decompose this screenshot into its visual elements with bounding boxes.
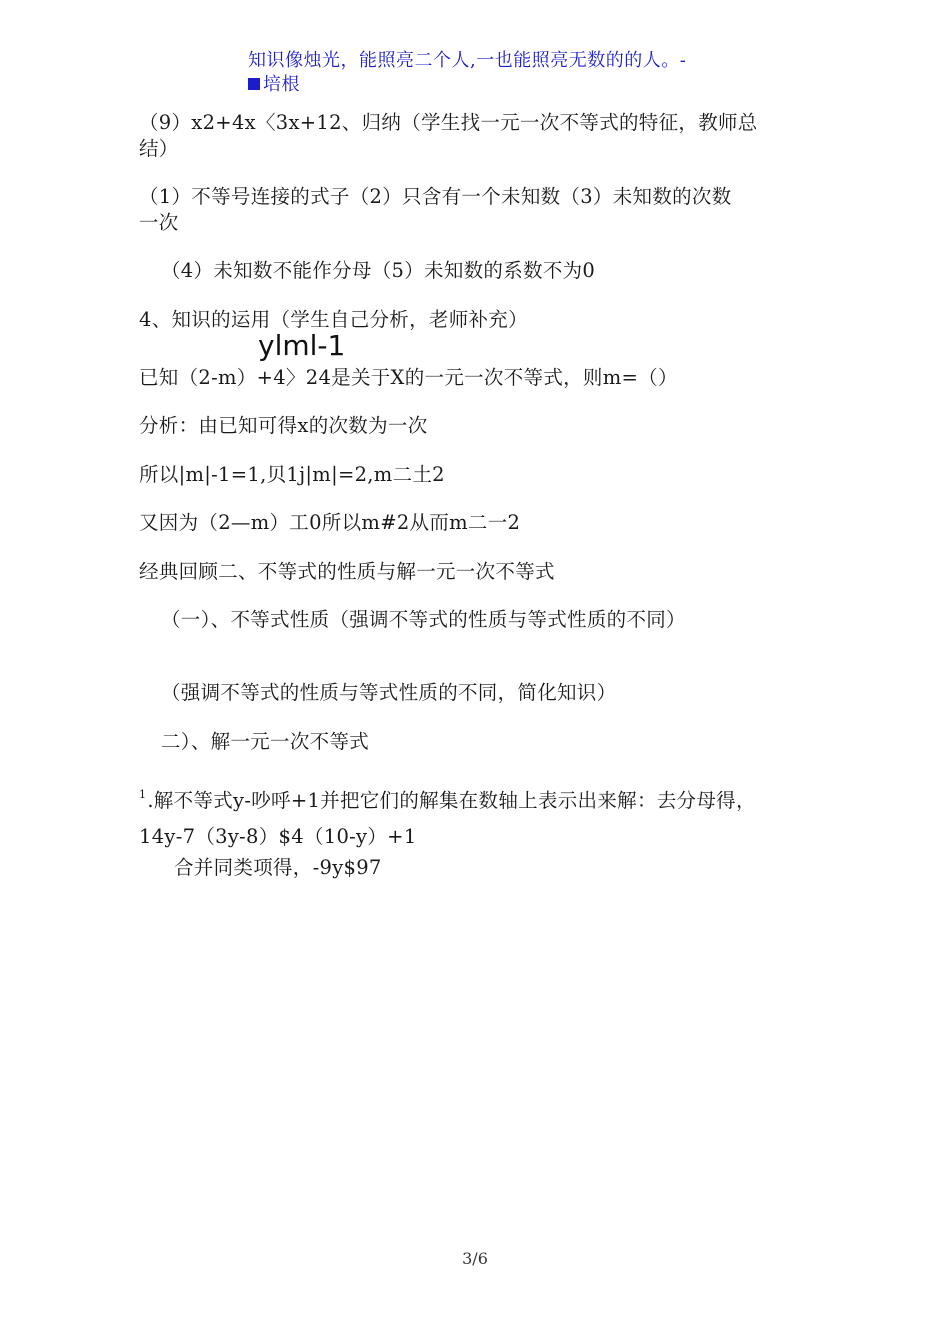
paragraph-line: 所以|m|-1=1,贝1j|m|=2,m二土2 [139,463,445,486]
footnote-number: 1 [139,788,147,801]
paragraph-line: 已知（2-m）+4〉24是关于X的一元一次不等式，则m=（） [139,366,678,389]
paragraph-line: （强调不等式的性质与等式性质的不同，简化知识） [161,681,617,704]
section-heading: 4、知识的运用（学生自己分析，老师补充） [139,308,528,331]
paragraph-line: （9）x2+4x〈3x+12、归纳（学生找一元一次不等式的特征，教师总 [139,111,758,134]
paragraph-line: 又因为（2—m）工0所以m#2从而m二一2 [139,511,521,534]
subsection-heading: 二）、解一元一次不等式 [161,730,370,753]
paragraph-line: 分析：由已知可得x的次数为一次 [139,414,428,437]
square-bullet-icon [248,78,260,90]
paragraph-line: 结） [139,137,179,160]
page-number: 3/6 [462,1249,488,1268]
section-heading: 经典回顾二、不等式的性质与解一元一次不等式 [139,560,555,583]
paragraph-line: （4）未知数不能作分母（5）未知数的系数不为0 [161,259,596,282]
header-quote: 知识像烛光，能照亮二个人,一也能照亮无数的的人。- [248,50,687,71]
paragraph-line: 一次 [139,211,179,234]
subsection-heading: （一）、不等式性质（强调不等式的性质与等式性质的不同） [161,608,686,631]
header-author [248,70,300,96]
exponent-formula: ylml-1 [258,329,346,362]
paragraph-line: （1）不等号连接的式子（2）只含有一个未知数（3）未知数的次数 [139,185,732,208]
paragraph-text: .解不等式y-吵呼+1并把它们的解集在数轴上表示出来解：去分母得， [147,789,756,812]
equation-line: 合并同类项得，-9y$97 [174,856,382,879]
header-author-text: 培根 [263,74,300,95]
equation-line: 14y-7（3y-8）$4（10-y）+1 [139,825,417,848]
paragraph-line [139,782,756,814]
